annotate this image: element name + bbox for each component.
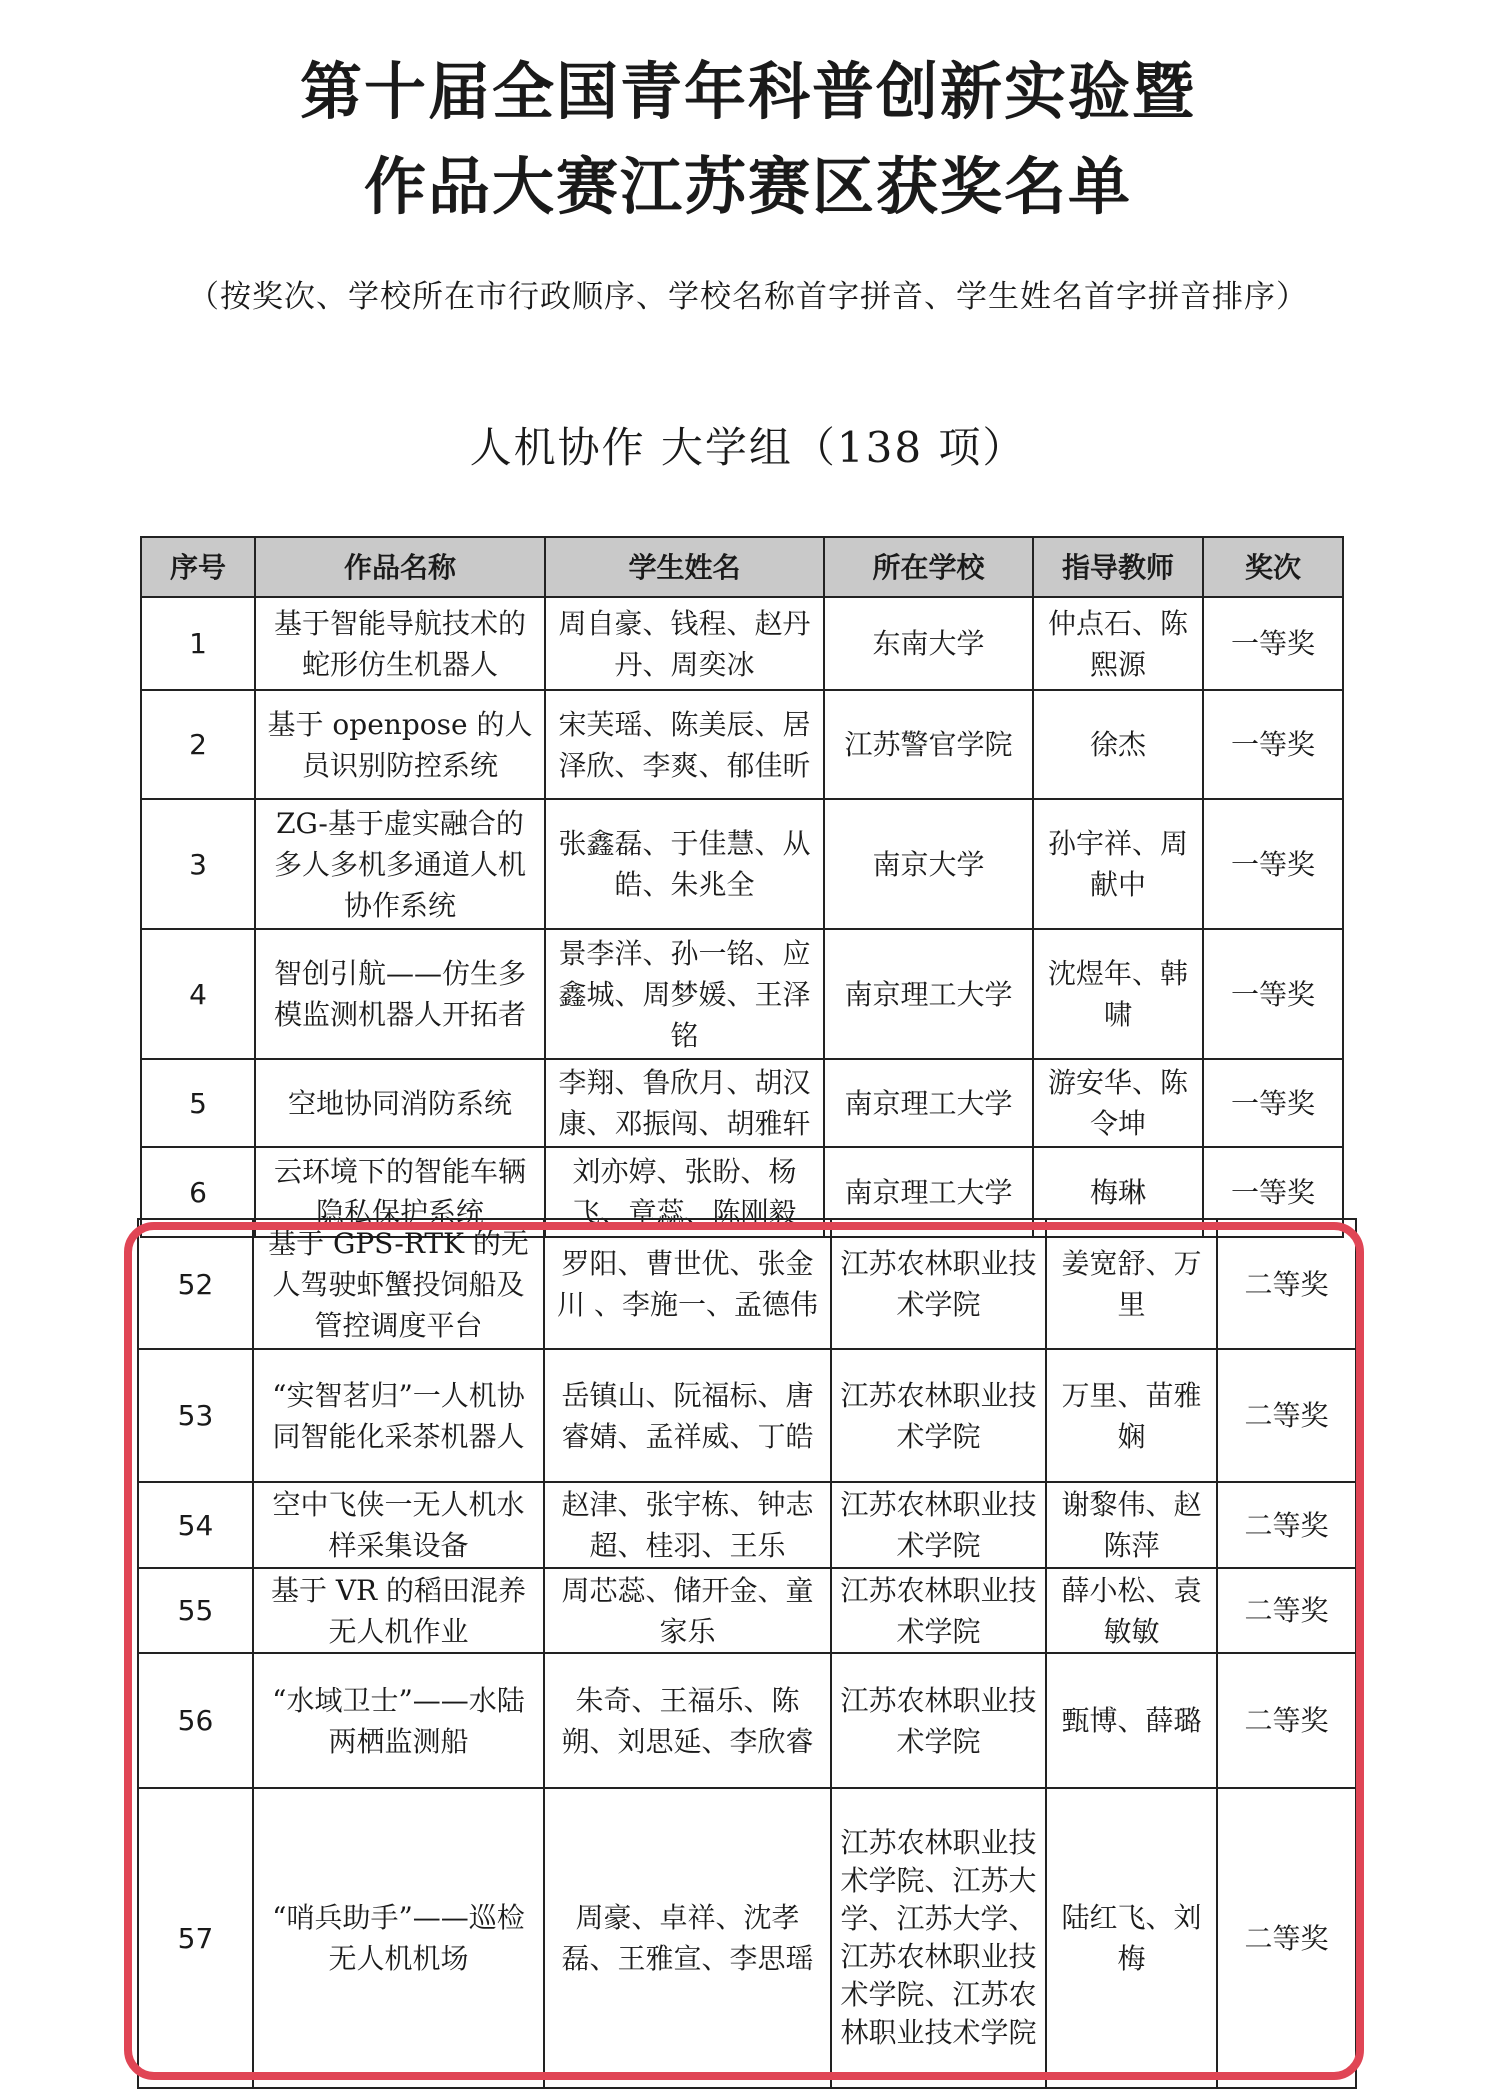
table-row (141, 1059, 1343, 1147)
cell-work-name: 智创引航——仿生多模监测机器人开拓者 (255, 929, 545, 1059)
cell-award: 二等奖 (1217, 1349, 1356, 1482)
cell-students: 岳镇山、阮福标、唐睿婧、孟祥威、丁皓 (544, 1349, 831, 1482)
cell-school: 南京理工大学 (824, 929, 1033, 1059)
cell-award: 二等奖 (1217, 1482, 1356, 1568)
document-title-line1: 第十届全国青年科普创新实验暨 (299, 55, 1196, 128)
cell-award: 一等奖 (1203, 799, 1343, 929)
cell-award: 一等奖 (1203, 597, 1343, 690)
cell-seq: 54 (138, 1482, 253, 1568)
cell-students: 李翔、鲁欣月、胡汉康、邓振闯、胡雅轩 (545, 1059, 824, 1147)
cell-school: 东南大学 (824, 597, 1033, 690)
cell-award: 二等奖 (1217, 1788, 1356, 2088)
cell-work-name: 基于 VR 的稻田混养无人机作业 (253, 1568, 544, 1653)
cell-award: 二等奖 (1217, 1219, 1356, 1349)
cell-students: 罗阳、曹世优、张金川 、李施一、孟德伟 (544, 1219, 831, 1349)
cell-school: 江苏农林职业技术学院 (831, 1568, 1046, 1653)
cell-work-name: “实智茗归”一人机协同智能化采茶机器人 (253, 1349, 544, 1482)
cell-teacher: 万里、苗雅娴 (1046, 1349, 1217, 1482)
cell-teacher: 徐杰 (1033, 690, 1203, 799)
cell-teacher: 仲点石、陈熙源 (1033, 597, 1203, 690)
cell-work-name: 基于 openpose 的人员识别防控系统 (255, 690, 545, 799)
cell-work-name: ZG-基于虚实融合的多人多机多通道人机协作系统 (255, 799, 545, 929)
header-students: 学生姓名 (545, 537, 824, 597)
table-row (138, 1568, 1356, 1653)
cell-school: 南京理工大学 (824, 1059, 1033, 1147)
cell-school: 江苏农林职业技术学院 (831, 1653, 1046, 1788)
cell-award: 一等奖 (1203, 690, 1343, 799)
table-row (141, 929, 1343, 1059)
document-title-line2: 作品大赛江苏赛区获奖名单 (363, 150, 1132, 223)
award-table-top (140, 536, 1344, 1238)
cell-teacher: 梅琳 (1033, 1147, 1203, 1237)
table-row (138, 1482, 1356, 1568)
header-seq: 序号 (141, 537, 255, 597)
cell-award: 一等奖 (1203, 929, 1343, 1059)
cell-students: 周自豪、钱程、赵丹丹、周奕冰 (545, 597, 824, 690)
cell-seq: 1 (141, 597, 255, 690)
cell-seq: 6 (141, 1147, 255, 1237)
cell-seq: 52 (138, 1219, 253, 1349)
cell-teacher: 薛小松、袁敏敏 (1046, 1568, 1217, 1653)
cell-teacher: 姜宽舒、万里 (1046, 1219, 1217, 1349)
header-teacher: 指导教师 (1033, 537, 1203, 597)
cell-seq: 3 (141, 799, 255, 929)
cell-teacher: 孙宇祥、周献中 (1033, 799, 1203, 929)
cell-school: 江苏农林职业技术学院、江苏大学、江苏大学、江苏农林职业技术学院、江苏农林职业技术学院 (831, 1788, 1046, 2088)
cell-seq: 4 (141, 929, 255, 1059)
cell-school: 南京大学 (824, 799, 1033, 929)
cell-students: 周豪、卓祥、沈孝磊、王雅宣、李思瑶 (544, 1788, 831, 2088)
cell-seq: 56 (138, 1653, 253, 1788)
cell-students: 周芯蕊、储开金、童家乐 (544, 1568, 831, 1653)
cell-students: 朱奇、王福乐、陈朔、刘思延、李欣睿 (544, 1653, 831, 1788)
cell-award: 二等奖 (1217, 1653, 1356, 1788)
cell-school: 江苏农林职业技术学院 (831, 1349, 1046, 1482)
cell-work-name: 空中飞侠一无人机水样采集设备 (253, 1482, 544, 1568)
table-row (138, 1219, 1356, 1349)
section-heading: 人机协作 大学组（138 项） (469, 423, 1027, 472)
cell-students: 景李洋、孙一铭、应鑫城、周梦媛、王泽铭 (545, 929, 824, 1059)
table-row (141, 690, 1343, 799)
cell-teacher: 甄博、薛璐 (1046, 1653, 1217, 1788)
cell-seq: 55 (138, 1568, 253, 1653)
cell-work-name: 基于 GPS-RTK 的无人驾驶虾蟹投饲船及管控调度平台 (253, 1219, 544, 1349)
cell-students: 张鑫磊、于佳慧、从皓、朱兆全 (545, 799, 824, 929)
cell-teacher: 游安华、陈令坤 (1033, 1059, 1203, 1147)
cell-school: 南京理工大学 (824, 1147, 1033, 1237)
table-row (138, 1653, 1356, 1788)
cell-students: 宋芙瑶、陈美辰、居泽欣、李爽、郁佳昕 (545, 690, 824, 799)
table-header-row (141, 537, 1343, 597)
header-work-name: 作品名称 (255, 537, 545, 597)
cell-seq: 2 (141, 690, 255, 799)
award-table-bottom (137, 1218, 1357, 2089)
cell-school: 江苏农林职业技术学院 (831, 1482, 1046, 1568)
cell-students: 赵津、张宇栋、钟志超、桂羽、王乐 (544, 1482, 831, 1568)
table-row (141, 799, 1343, 929)
cell-teacher: 谢黎伟、赵陈萍 (1046, 1482, 1217, 1568)
header-award: 奖次 (1203, 537, 1343, 597)
cell-work-name: 基于智能导航技术的蛇形仿生机器人 (255, 597, 545, 690)
cell-teacher: 陆红飞、刘梅 (1046, 1788, 1217, 2088)
cell-award: 一等奖 (1203, 1147, 1343, 1237)
cell-seq: 53 (138, 1349, 253, 1482)
cell-seq: 57 (138, 1788, 253, 2088)
cell-work-name: “水域卫士”——水陆两栖监测船 (253, 1653, 544, 1788)
cell-work-name: 云环境下的智能车辆隐私保护系统 (255, 1147, 545, 1237)
cell-work-name: 空地协同消防系统 (255, 1059, 545, 1147)
cell-seq: 5 (141, 1059, 255, 1147)
header-school: 所在学校 (824, 537, 1033, 597)
cell-school: 江苏农林职业技术学院 (831, 1219, 1046, 1349)
table-row (141, 597, 1343, 690)
cell-students: 刘亦婷、张盼、杨飞、章蕊、陈刚毅 (545, 1147, 824, 1237)
table-row (138, 1349, 1356, 1482)
sort-order-note: （按奖次、学校所在市行政顺序、学校名称首字拼音、学生姓名首字拼音排序） (188, 279, 1308, 315)
cell-award: 二等奖 (1217, 1568, 1356, 1653)
cell-teacher: 沈煜年、韩啸 (1033, 929, 1203, 1059)
cell-award: 一等奖 (1203, 1059, 1343, 1147)
cell-work-name: “哨兵助手”——巡检无人机机场 (253, 1788, 544, 2088)
table-row (138, 1788, 1356, 2088)
cell-school: 江苏警官学院 (824, 690, 1033, 799)
